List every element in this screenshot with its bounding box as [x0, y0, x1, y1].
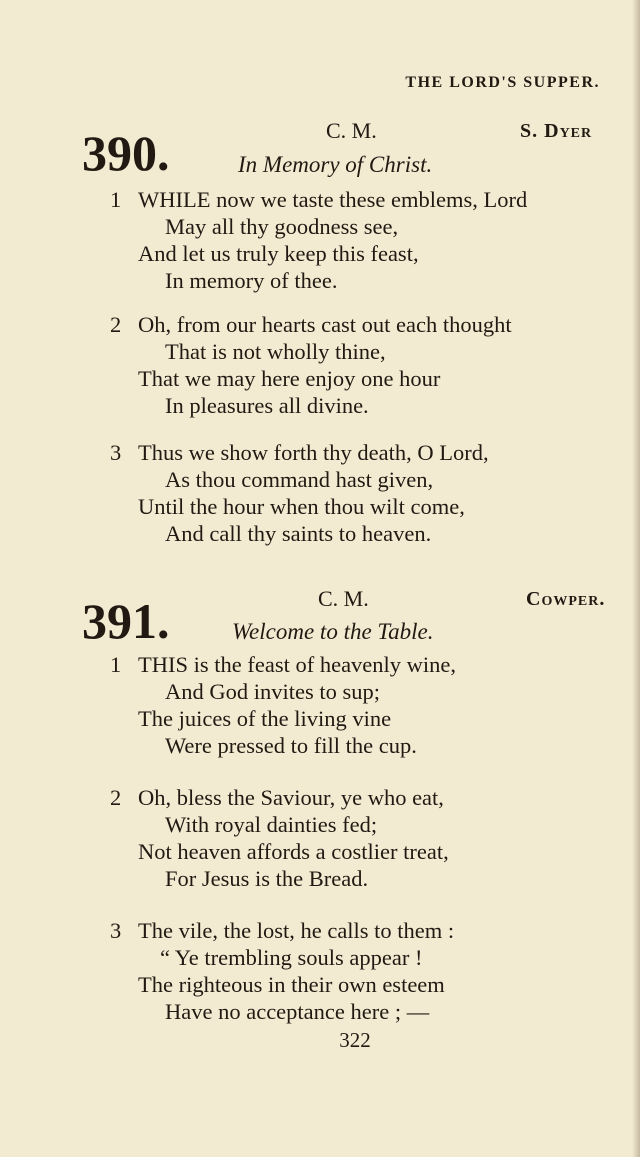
verse-line: In pleasures all divine. [165, 393, 369, 418]
hymn-number: 390. [82, 125, 170, 181]
stanza-number: 1 [110, 187, 122, 212]
hymn-number: 391. [82, 593, 170, 649]
verse-line: For Jesus is the Bread. [165, 866, 369, 891]
stanza-number: 3 [110, 918, 122, 943]
verse-line: The righteous in their own esteem [138, 972, 445, 997]
page-edge-shadow [632, 0, 640, 1157]
verse-line: Thus we show forth thy death, O Lord, [138, 440, 489, 465]
hymn-title: In Memory of Christ. [238, 152, 433, 177]
verse-line: WHILE now we taste these emblems, Lord [138, 187, 528, 212]
stanza-number: 3 [110, 440, 122, 465]
hymn-author: S. Dyer [520, 120, 593, 142]
verse-line: “ Ye trembling souls appear ! [160, 945, 423, 970]
hymn-meter: C. M. [318, 586, 369, 611]
verse-line: Oh, bless the Saviour, ye who eat, [138, 785, 444, 810]
running-head: THE LORD'S SUPPER. [405, 74, 600, 91]
stanza-number: 1 [110, 652, 122, 677]
verse-line: Until the hour when thou wilt come, [138, 494, 465, 519]
verse-line: In memory of thee. [165, 268, 338, 293]
stanza-number: 2 [110, 312, 122, 337]
page-number: 322 [339, 1028, 371, 1052]
hymn-title: Welcome to the Table. [232, 619, 434, 644]
hymn-author: Cowper. [526, 588, 606, 610]
verse-line: Have no acceptance here ; — [165, 999, 430, 1024]
stanza-number: 2 [110, 785, 122, 810]
verse-line: Oh, from our hearts cast out each thought [138, 312, 512, 337]
verse-line: Were pressed to fill the cup. [165, 733, 417, 758]
verse-line: Not heaven affords a costlier treat, [138, 839, 449, 864]
verse-line: And let us truly keep this feast, [138, 241, 419, 266]
verse-line: That we may here enjoy one hour [138, 366, 441, 391]
hymn-meter: C. M. [326, 118, 377, 143]
verse-line: As thou command hast given, [165, 467, 434, 492]
verse-line: May all thy goodness see, [165, 214, 399, 239]
verse-line: The vile, the lost, he calls to them : [138, 918, 455, 943]
verse-line: And God invites to sup; [165, 679, 381, 704]
verse-line: That is not wholly thine, [165, 339, 386, 364]
verse-line: And call thy saints to heaven. [165, 521, 432, 546]
verse-line: THIS is the feast of heavenly wine, [138, 652, 457, 677]
verse-line: The juices of the living vine [138, 706, 392, 731]
verse-line: With royal dainties fed; [165, 812, 378, 837]
